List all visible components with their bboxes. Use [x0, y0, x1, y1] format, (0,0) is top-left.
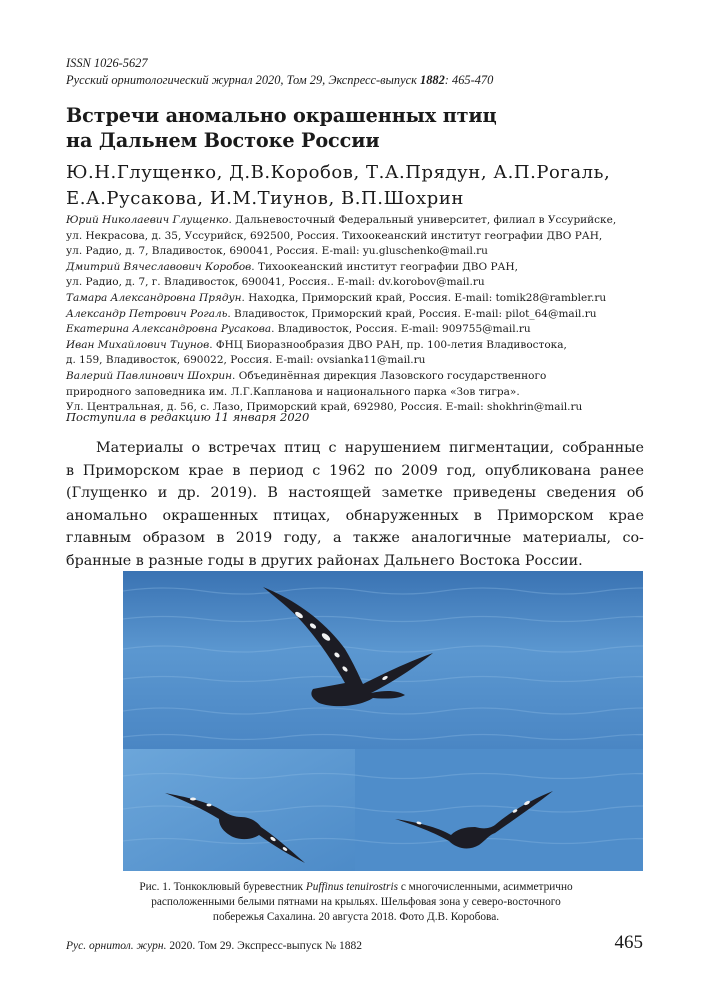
body-word: год, [446, 462, 477, 479]
caption-line-3: побережья Сахалина. 20 августа 2018. Фото Д.В. Коробова. [212, 911, 500, 923]
body-word: (Глущенко [66, 485, 148, 501]
body-word: 1962 [329, 462, 366, 479]
body-word: также [352, 530, 400, 546]
body-word: Приморском [82, 462, 180, 479]
body-word: птиц [284, 440, 321, 456]
body-line-2 [66, 460, 644, 483]
body-word: период [249, 462, 304, 479]
caption-rest: с многочисленными, асимметрично [398, 881, 573, 893]
issue-number: 1882 [420, 73, 445, 87]
figure-caption [66, 880, 646, 925]
author-name: Валерий Павлинович Шохрин [66, 369, 233, 382]
body-paragraph [66, 437, 644, 572]
body-word: по [374, 462, 393, 479]
body-word: заметке [381, 485, 443, 501]
author-name: Александр Петрович Рогаль [66, 307, 228, 320]
body-word: птицах, [273, 507, 331, 524]
body-line-5 [66, 527, 644, 550]
sea-panel-top [123, 571, 643, 749]
journal-prefix: Русский орнитологический журнал 2020, Том 29, Экспресс-выпуск [66, 73, 421, 87]
body-line-6: бранные в разные годы в других районах Дальнего Востока России. [66, 552, 583, 569]
body-word: с [312, 462, 321, 479]
authors-line-2: Е.А.Русакова, И.М.Тиунов, В.П.Шохрин [66, 188, 464, 209]
body-word: Материалы [96, 440, 184, 456]
affiliation-row: д. 159, Владивосток, 690022, Россия. E-mail: ovsianka11@mail.ru [66, 354, 426, 367]
caption-line-1 [66, 880, 646, 895]
affiliation-text: . Тихоокеанский институт географии ДВО РАН, [251, 260, 518, 273]
title-line-2: на Дальнем Востоке России [66, 129, 380, 152]
journal-header [66, 55, 646, 89]
affiliation-row: ул. Радио, д. 7, Владивосток, 690041, Россия. E-mail: yu.gluschenko@mail.ru [66, 245, 488, 258]
sea-panel-bottom-left [123, 749, 355, 871]
body-line-1 [66, 437, 644, 460]
body-word: нарушением [344, 440, 441, 456]
article-title [66, 103, 646, 153]
caption-prefix: Рис. 1. Тонкоклювый буревестник [139, 881, 306, 893]
shearwater-photo [123, 571, 643, 871]
journal-citation [66, 72, 646, 89]
body-word: в [232, 462, 241, 479]
author-name: Тамара Александровна Прядун [66, 291, 242, 304]
body-word: сведения [546, 485, 617, 501]
body-word: др. [177, 485, 201, 501]
affiliation-text: . Владивосток, Россия. E-mail: 909755@mail.ru [271, 323, 531, 336]
body-word: об [626, 485, 644, 501]
body-word: настоящей [288, 485, 372, 501]
affiliation-row [66, 322, 656, 338]
body-word: В [267, 485, 278, 501]
body-word: о [191, 440, 201, 456]
body-word: в [66, 462, 75, 479]
body-word: обнаруженных [345, 507, 459, 524]
body-word: ранее [599, 462, 644, 479]
body-word: аномально [66, 507, 148, 524]
body-word: в [473, 507, 482, 524]
author-name: Иван Михайлович Тиунов [66, 338, 210, 351]
body-word: в [216, 530, 225, 546]
body-word: Приморском [496, 507, 594, 524]
body-word: 2009 [401, 462, 438, 479]
body-word: материалы, [522, 530, 612, 546]
body-word: крае [188, 462, 224, 479]
body-word: пигментации, [449, 440, 554, 456]
affiliation-row [66, 338, 656, 354]
author-name: Екатерина Александровна Русакова [66, 323, 272, 336]
author-name: Юрий Николаевич Глущенко [66, 214, 229, 226]
affiliation-row: Ул. Центральная, д. 56, с. Лазо, Приморский край, 692980, Россия. E-mail: shokhrin@mail.ru [66, 401, 583, 414]
title-line-1: Встречи аномально окрашенных птиц [66, 104, 497, 127]
affiliation-row: ул. Некрасова, д. 35, Уссурийск, 692500, Россия. Тихоокеанский институт географии ДВО РАН, [66, 229, 603, 242]
body-word: и [157, 485, 168, 501]
affiliation-text: . ФНЦ Биоразнообразия ДВО РАН, пр. 100-летия Владивостока, [209, 338, 567, 351]
received-date: Поступила в редакцию 11 января 2020 [66, 410, 310, 424]
body-word: со- [622, 530, 644, 546]
issn: ISSN 1026-5627 [66, 56, 148, 70]
affiliation-row [66, 307, 656, 323]
caption-line-2: расположенными белыми пятнами на крыльях. Шельфовая зона у северо-восточного [151, 896, 561, 908]
affiliation-text: . Объединённая дирекция Лазовского государственного [232, 369, 547, 382]
authors-line-1: Ю.Н.Глущенко, Д.В.Коробов, Т.А.Прядун, А.П.Рогаль, [66, 162, 611, 183]
body-word: окрашенных [162, 507, 258, 524]
body-word: опубликована [484, 462, 591, 479]
affiliation-text: . Находка, Приморский край, Россия. E-mail: tomik28@rambler.ru [241, 291, 607, 304]
body-word: аналогичные [411, 530, 512, 546]
affiliation-text: . Дальневосточный Федеральный университет, филиал в Уссурийске, [228, 214, 617, 226]
page-number: 465 [614, 932, 643, 953]
journal-abbrev: Рус. орнитол. журн. [66, 940, 167, 952]
affiliations [66, 213, 656, 416]
body-word: приведены [453, 485, 537, 501]
page-range: : 465-470 [444, 73, 494, 87]
body-word: году, [283, 530, 322, 546]
footer-citation [66, 940, 362, 952]
body-line-4 [66, 505, 644, 528]
affiliation-row [66, 369, 656, 385]
body-word: крае [608, 507, 644, 524]
caption-species: Puffinus tenuirostris [305, 881, 398, 893]
affiliation-row: ул. Радио, д. 7, г. Владивосток, 690041, Россия.. E-mail: dv.korobov@mail.ru [66, 276, 485, 289]
affiliation-row [66, 291, 656, 307]
affiliation-text: . Владивосток, Приморский край, Россия. E-mail: pilot_64@mail.ru [227, 307, 597, 320]
body-word: 2019). [210, 485, 258, 501]
body-word: с [328, 440, 337, 456]
affiliation-row [66, 260, 656, 276]
body-word: главным [66, 530, 132, 546]
author-list [66, 160, 656, 212]
affiliation-row: природного заповедника им. Л.Г.Капланова и национального парка «Зов тигра». [66, 385, 520, 398]
body-word: встречах [208, 440, 276, 456]
body-line-3 [66, 482, 644, 505]
author-name: Дмитрий Вячеславович Коробов [66, 260, 252, 273]
affiliation-row [66, 213, 656, 229]
footer-issue: 2020. Том 29. Экспресс-выпуск № 1882 [166, 940, 362, 952]
body-word: собранные [562, 440, 644, 456]
body-word: а [332, 530, 342, 546]
body-word: 2019 [235, 530, 273, 546]
figure-photo [123, 571, 643, 871]
body-word: образом [142, 530, 206, 546]
